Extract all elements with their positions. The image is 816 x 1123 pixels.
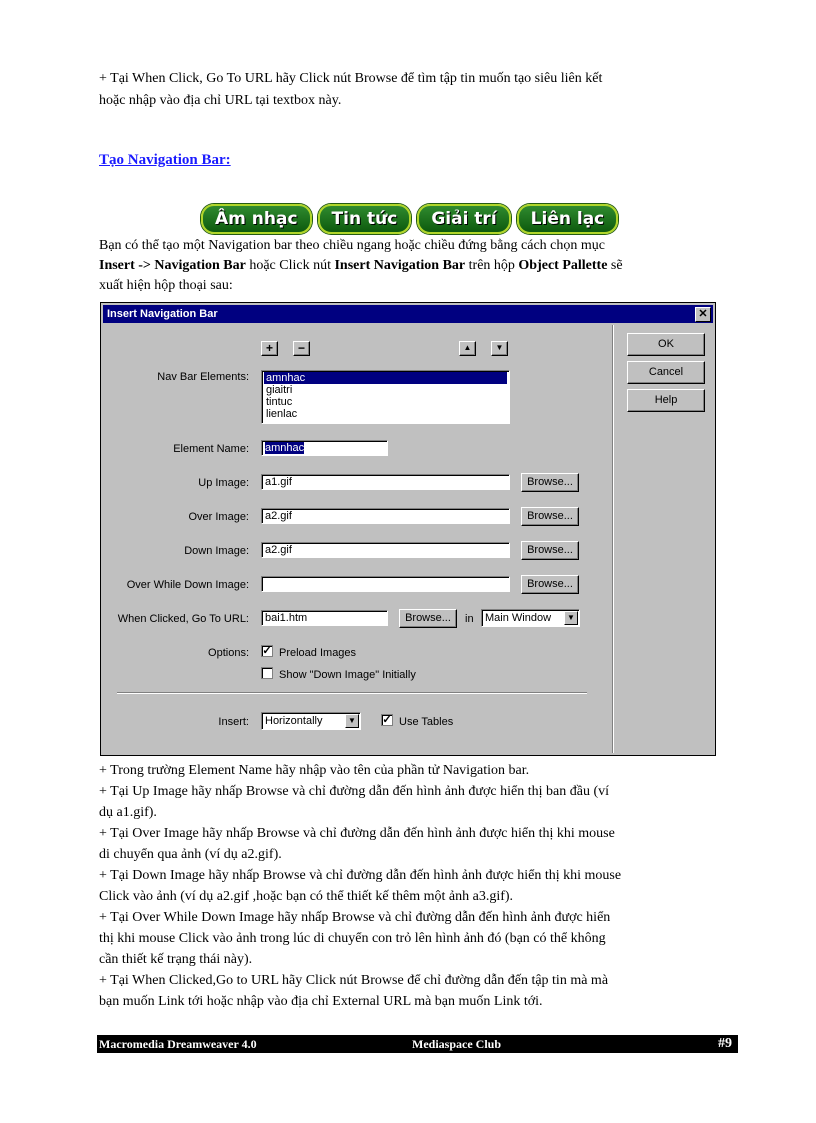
list-item[interactable]: giaitri [266,384,293,396]
desc-text: hoặc Click nút [245,258,335,273]
nav-elements-label: Nav Bar Elements: [157,371,249,383]
footer-center: Mediaspace Club [412,1037,502,1051]
up-image-label: Up Image: [198,477,249,489]
element-name-value: amnhac [265,442,305,454]
url-browse-button[interactable]: Browse... [399,609,457,628]
add-element-button[interactable]: + [261,341,278,356]
vertical-separator [612,325,614,753]
body-line: Click vào ảnh (ví dụ a2.gif ,hoặc bạn có thể thiết kế thêm một ảnh a3.gif). [99,889,514,904]
section-heading: Tạo Navigation Bar: [99,152,231,168]
body-paragraph [99,760,719,1012]
body-line: cần thiết kế trạng thái này). [99,952,253,967]
dialog-titlebar [103,305,713,323]
url-input[interactable]: bai1.htm [261,610,388,626]
footer-left: Macromedia Dreamweaver 4.0 [99,1037,257,1051]
ok-button[interactable]: OK [627,333,705,356]
list-item[interactable]: tintuc [266,396,293,408]
body-line: + Tại When Clicked,Go to URL hãy Click nút Browse để chỉ đường dẫn đến tập tin mà mà [99,973,609,988]
over-while-down-browse-button[interactable]: Browse... [521,575,579,594]
list-item[interactable]: lienlac [266,408,298,420]
target-window-select[interactable] [481,609,580,627]
desc-line-3: xuất hiện hộp thoại sau: [99,278,233,293]
move-up-button[interactable]: ▲ [459,341,476,356]
show-down-image-label: Show "Down Image" Initially [279,669,416,681]
page-number: #9 [718,1036,732,1051]
body-line: + Tại Up Image hãy nhấp Browse và chỉ đường dẫn đến hình ảnh được hiển thị ban đầu (ví [99,784,609,799]
in-label: in [465,613,474,625]
show-down-image-checkbox[interactable] [261,667,273,679]
url-label: When Clicked, Go To URL: [117,613,249,625]
dialog-title: Insert Navigation Bar [107,308,218,320]
cancel-button[interactable]: Cancel [627,361,705,384]
insert-direction-select[interactable] [261,712,361,730]
nav-button-tin-tuc: Tin tức [318,204,412,234]
chevron-down-icon[interactable]: ▼ [345,714,359,728]
over-while-down-input[interactable] [261,576,510,592]
desc-text: trên hộp [465,258,519,273]
down-image-browse-button[interactable]: Browse... [521,541,579,560]
desc-text: sẽ [607,258,623,273]
body-line: bạn muốn Link tới hoặc nhập vào địa chỉ External URL mà bạn muốn Link tới. [99,994,543,1009]
navigation-bar-sample [201,204,618,234]
options-label: Options: [208,647,249,659]
body-line: + Tại Over Image hãy nhấp Browse và chỉ đường dẫn đến hình ảnh được hiển thị khi mouse [99,826,615,841]
insert-label: Insert: [218,716,249,728]
remove-element-button[interactable]: − [293,341,310,356]
preload-images-label: Preload Images [279,647,357,659]
up-image-input[interactable]: a1.gif [261,474,510,490]
down-image-label: Down Image: [184,545,249,557]
page-footer [97,1035,738,1053]
close-icon[interactable]: ✕ [695,307,711,322]
body-line: di chuyển qua ảnh (ví dụ a2.gif). [99,847,282,862]
panel-name: Object Pallette [518,258,608,273]
chevron-down-icon[interactable]: ▼ [564,611,578,625]
body-line: + Tại Down Image hãy nhấp Browse và chỉ đường dẫn đến hình ảnh được hiển thị khi mouse [99,868,622,883]
insert-direction-value: Horizontally [265,715,323,727]
nav-button-am-nhac: Âm nhạc [201,204,312,234]
body-line: + Tại Over While Down Image hãy nhấp Browse và chỉ đường dẫn đến hình ảnh được hiển [99,910,611,925]
desc-line-1: Bạn có thể tạo một Navigation bar theo chiều ngang hoặc chiều đứng bằng cách chọn mục [99,238,605,253]
insert-navigation-bar-dialog [100,302,716,756]
desc-line-2 [99,256,719,276]
over-image-browse-button[interactable]: Browse... [521,507,579,526]
description-paragraph [99,236,719,296]
use-tables-label: Use Tables [399,716,454,728]
separator [117,692,587,694]
list-item[interactable]: amnhac [264,372,507,384]
body-line: + Trong trường Element Name hãy nhập vào tên của phần tử Navigation bar. [99,763,530,778]
over-image-input[interactable]: a2.gif [261,508,510,524]
preload-images-checkbox[interactable]: ✓ [262,645,272,657]
down-image-input[interactable]: a2.gif [261,542,510,558]
nav-button-giai-tri: Giải trí [417,204,510,234]
move-down-button[interactable]: ▼ [491,341,508,356]
nav-button-lien-lac: Liên lạc [517,204,619,234]
element-name-label: Element Name: [173,443,249,455]
target-window-value: Main Window [485,612,552,624]
help-button[interactable]: Help [627,389,705,412]
up-image-browse-button[interactable]: Browse... [521,473,579,492]
use-tables-checkbox[interactable]: ✓ [382,714,392,726]
menu-path: Insert -> Navigation Bar [99,258,246,273]
button-name: Insert Navigation Bar [334,258,466,273]
body-line: dụ a1.gif). [99,805,157,820]
over-while-down-label: Over While Down Image: [126,579,249,591]
element-name-input[interactable] [261,440,388,456]
intro-line-2: hoặc nhập vào địa chỉ URL tại textbox này. [99,93,342,108]
intro-line-1: + Tại When Click, Go To URL hãy Click nút Browse để tìm tập tin muốn tạo siêu liên kết [99,71,603,86]
over-image-label: Over Image: [188,511,249,523]
intro-paragraph [99,68,699,112]
body-line: thị khi mouse Click vào ảnh trong lúc di chuyển con trỏ lên hình ảnh đó (bạn có thể không [99,931,606,946]
nav-elements-list[interactable] [261,370,510,424]
